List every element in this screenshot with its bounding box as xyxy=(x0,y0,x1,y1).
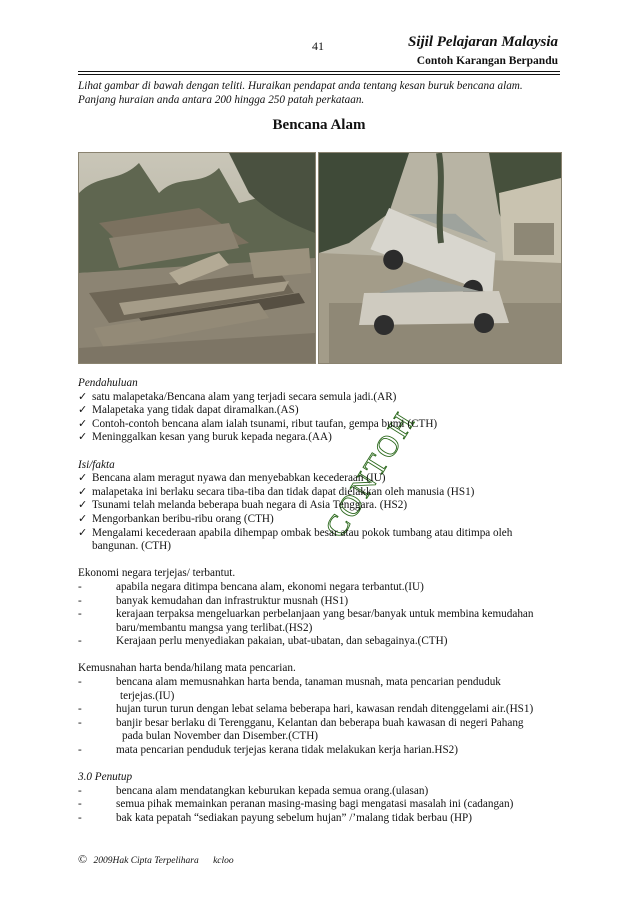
isi-fakta-item: ✓ malapetaka ini berlaku secara tiba-tiba dan tidak dapat dielakkan oleh manusia (HS1) xyxy=(78,485,475,498)
kemusnahan-item: - bencana alam memusnahkan harta benda, tanaman musnah, mata pencarian penduduk xyxy=(78,676,501,689)
dash-bullet: - xyxy=(78,703,82,716)
pendahuluan-item: ✓ Contoh-contoh bencana alam ialah tsunami, ribut taufan, gempa bumi (CTH) xyxy=(78,417,438,430)
check-icon: ✓ xyxy=(78,472,88,485)
penutup-item: - bencana alam mendatangkan keburukan kepada semua orang.(ulasan) xyxy=(78,784,429,797)
watermark-text: CONTOH xyxy=(318,405,423,544)
ekonomi-item: - Kerajaan perlu menyediakan pakaian, ubat-ubatan, dan sebagainya.(CTH) xyxy=(78,635,448,648)
isi-fakta-item-continuation: bangunan. (CTH) xyxy=(92,540,171,553)
isi-fakta-item: ✓ Mengalami kecederaan apabila dihempap ombak besar atau pokok tumbang atau ditimpa oleh xyxy=(78,526,513,539)
spacer xyxy=(78,758,568,772)
ekonomi-item: - apabila negara ditimpa bencana alam, ekonomi negara terbantut.(IU) xyxy=(78,580,424,593)
instructions xyxy=(78,80,568,108)
pendahuluan-item: ✓ Meninggalkan kesan yang buruk kepada negara.(AA) xyxy=(78,431,332,444)
footer-text: 2009Hak Cipta Terpelihara xyxy=(93,856,199,866)
footer-author: kcloo xyxy=(213,856,234,866)
header-subtitle: Contoh Karangan Berpandu xyxy=(416,55,558,67)
check-icon: ✓ xyxy=(78,512,88,525)
dash-bullet: - xyxy=(78,716,82,729)
ekonomi-item: - banyak kemudahan dan infrastruktur musnah (HS1) xyxy=(78,594,349,607)
spacer xyxy=(78,445,568,459)
ekonomi-heading: Ekonomi negara terjejas/ terbantut. xyxy=(78,567,236,580)
dash-bullet: - xyxy=(78,744,82,757)
kemusnahan-item-continuation: pada bulan November dan Disember.(CTH) xyxy=(122,730,319,743)
dash-bullet: - xyxy=(78,676,82,689)
pendahuluan-item: ✓ satu malapetaka/Bencana alam yang terjadi secara semula jadi.(AR) xyxy=(78,390,397,403)
dash-bullet: - xyxy=(78,594,82,607)
check-icon: ✓ xyxy=(78,499,88,512)
page-title: Bencana Alam xyxy=(272,117,366,133)
check-icon: ✓ xyxy=(78,417,88,430)
check-icon: ✓ xyxy=(78,404,88,417)
ekonomi-item: - kerajaan terpaksa mengeluarkan perbelanjaan yang besar/banyak untuk membina kemudahan xyxy=(78,608,534,621)
photo-collapsed-house xyxy=(78,152,316,364)
dash-bullet: - xyxy=(78,798,82,811)
kemusnahan-item-continuation: terjejas.(IU) xyxy=(120,689,175,702)
isi-fakta-item: ✓ Mengorbankan beribu-ribu orang (CTH) xyxy=(78,512,274,525)
check-icon: ✓ xyxy=(78,431,88,444)
dash-bullet: - xyxy=(78,812,82,824)
instructions-line-1: Lihat gambar di bawah dengan teliti. Huraikan pendapat anda tentang kesan buruk bencana alam. xyxy=(78,80,523,92)
penutup-heading: 3.0 Penutup xyxy=(78,771,133,784)
kemusnahan-item: - hujan turun turun dengan lebat selama beberapa hari, kawasan rendah ditenggelami air.(HS1) xyxy=(78,703,534,716)
page-number: 41 xyxy=(312,39,324,53)
kemusnahan-heading: Kemusnahan harta benda/hilang mata pencarian. xyxy=(78,662,296,675)
check-icon: ✓ xyxy=(78,390,88,403)
photo-stacked-cars xyxy=(318,152,562,364)
spacer xyxy=(78,649,568,663)
kemusnahan-item: - banjir besar berlaku di Terengganu, Kelantan dan beberapa buah kawasan di negeri Pahang xyxy=(78,716,524,729)
dash-bullet: - xyxy=(78,580,82,593)
isi-fakta-item: ✓ Tsunami telah melanda beberapa buah negara di Asia Tenggara. (HS2) xyxy=(78,499,408,512)
instructions-line-2: Panjang huraian anda antara 200 hingga 250 patah perkataan. xyxy=(78,93,365,106)
ekonomi-item-continuation: baru/membantu mangsa yang terlibat.(HS2) xyxy=(116,621,313,634)
dash-bullet: - xyxy=(78,784,82,797)
isi-fakta-heading: Isi/fakta xyxy=(78,458,115,471)
spacer xyxy=(78,554,568,568)
check-icon: ✓ xyxy=(78,485,88,498)
pendahuluan-heading: Pendahuluan xyxy=(78,377,138,389)
publication-title: Sijil Pelajaran Malaysia xyxy=(407,34,558,50)
pendahuluan-item: ✓ Malapetaka yang tidak dapat diramalkan.(AS) xyxy=(78,404,299,417)
isi-fakta-item: ✓ Bencana alam meragut nyawa dan menyebabkan kecederaan (IU) xyxy=(78,472,386,485)
dash-bullet: - xyxy=(78,608,82,621)
header-rule xyxy=(78,71,560,72)
kemusnahan-item: - mata pencarian penduduk terjejas kerana tidak melakukan kerja harian.HS2) xyxy=(78,744,459,757)
essay-content xyxy=(78,377,568,826)
penutup-item: - bak kata pepatah “sediakan payung sebelum hujan” /’malang tidak berbau (HP) xyxy=(78,812,473,824)
dash-bullet: - xyxy=(78,635,82,648)
header-rule-thin xyxy=(78,74,560,75)
copyright-icon: © xyxy=(78,852,88,866)
footer xyxy=(78,853,234,869)
penutup-item: - semua pihak memainkan peranan masing-masing bagi mengatasi masalah ini (cadangan) xyxy=(78,798,514,811)
check-icon: ✓ xyxy=(78,526,88,539)
